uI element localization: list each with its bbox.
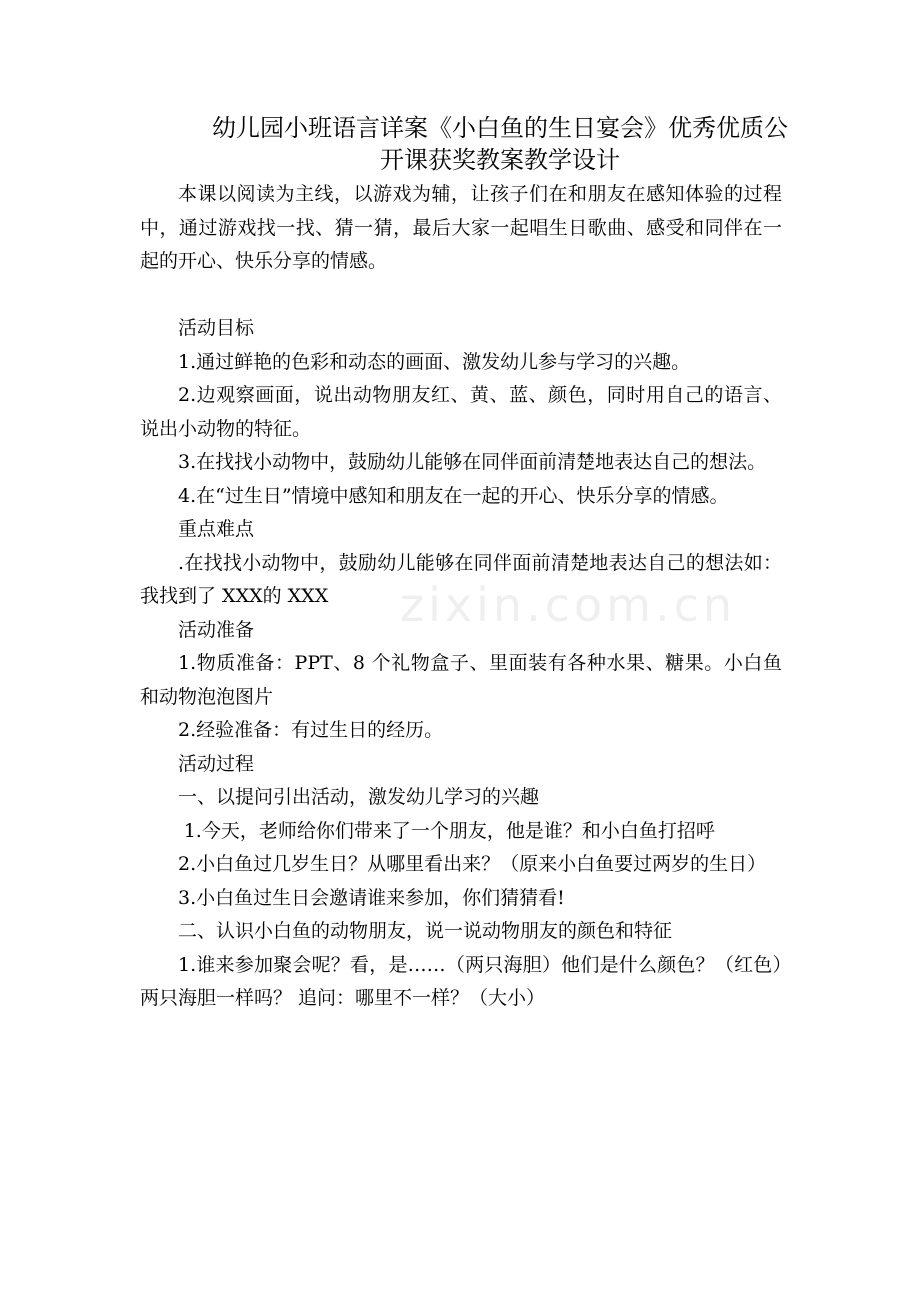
intro-paragraph: 本课以阅读为主线，以游戏为辅，让孩子们在和朋友在感知体验的过程中，通过游戏找一找、猜一猜，最后大家一起唱生日歌曲、感受和同伴在一起的开心、快乐分享的情感。 [140,183,782,272]
section-heading-goals: 活动目标 [178,317,255,339]
section-heading-key-points: 重点难点 [178,518,255,540]
process-step-2-heading: 二、认识小白鱼的动物朋友，说一说动物朋友的颜色和特征 [178,920,673,942]
goal-item-2: 2.边观察画面，说出动物朋友红、黄、蓝、颜色，同时用自己的语言、说出小动物的特征。 [140,384,782,440]
watermark: zixin.com.cn [400,578,737,632]
section-heading-process: 活动过程 [178,752,255,775]
prep-item-2: 2.经验准备：有过生日的经历。 [178,719,444,741]
document-title [140,112,860,176]
section-heading-preparation: 活动准备 [178,618,255,641]
goal-item-1: 1.通过鲜艳的色彩和动态的画面、激发幼儿参与学习的兴趣。 [178,350,691,373]
goal-item-4: 4.在“过生日”情境中感知和朋友在一起的开心、快乐分享的情感。 [178,484,729,507]
process-step-1-item-2: 2.小白鱼过几岁生日？从哪里看出来？（原来小白鱼要过两岁的生日） [178,853,767,875]
process-step-2-item-1: 1.谁来参加聚会呢？看，是……（两只海胆）他们是什么颜色？（红色）两只海胆一样吗？ 追问：哪里不一样？（大小） [140,953,782,1009]
process-step-1-item-3: 3.小白鱼过生日会邀请谁来参加，你们猜猜看! [178,886,565,909]
document-body [140,178,782,1016]
key-point-item: .在找找小动物中，鼓励幼儿能够在同伴面前清楚地表达自己的想法如：我找到了 XXX的 XXX [140,551,782,607]
title-line-1: 幼儿园小班语言详案《小白鱼的生日宴会》优秀优质公 [212,114,788,142]
process-step-1-item-1: 1.今天，老师给你们带来了一个朋友，他是谁？和小白鱼打招呼 [183,819,715,842]
prep-item-1: 1.物质准备：PPT、8 个礼物盒子、里面装有各种水果、糖果。小白鱼和动物泡泡图片 [140,652,782,708]
blank-line [140,279,782,313]
process-step-1-heading: 一、以提问引出活动，激发幼儿学习的兴趣 [178,786,540,808]
goal-item-3: 3.在找找小动物中，鼓励幼儿能够在同伴面前清楚地表达自己的想法。 [178,451,767,473]
title-line-2: 开课获奖教案教学设计 [380,146,620,174]
